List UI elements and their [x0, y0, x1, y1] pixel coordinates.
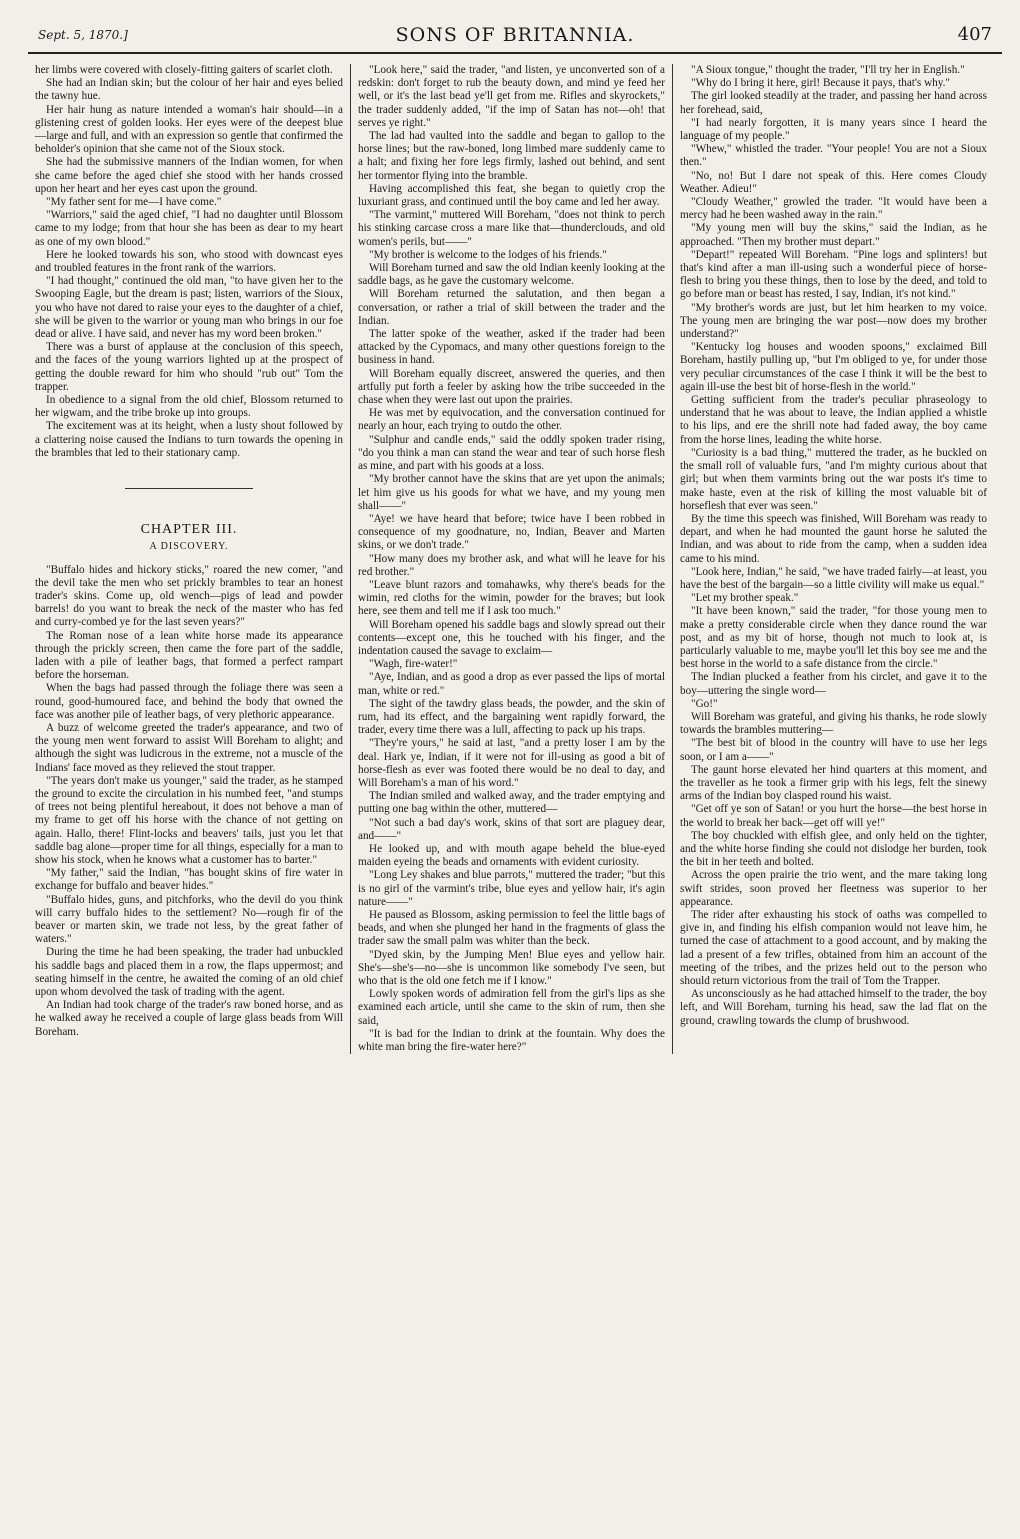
- paragraph: "Aye, Indian, and as good a drop as ever passed the lips of mortal man, white or red.": [358, 671, 665, 697]
- paragraph: When the bags had passed through the foliage there was seen a round, good-humoured face, and behind the body that owned the face was another pile of leather bags, of very plethoric appearance.: [35, 682, 343, 721]
- section-rule: [125, 488, 253, 489]
- paragraph: The lad had vaulted into the saddle and began to gallop to the horse lines; but the raw-boned, long limbed mare suddenly came to a halt; and fixing her fore legs firmly, lashed out behind, and sent her tormentor flying into the bramble.: [358, 130, 665, 182]
- paragraph: She had an Indian skin; but the colour of her hair and eyes belied the tawny hue.: [35, 77, 343, 103]
- paragraph: By the time this speech was finished, Will Boreham was ready to depart, and when he had mounted the gaunt horse he saluted the Indian, and was about to ride from the camp, when a sudden idea came to his mind.: [680, 512, 987, 565]
- paragraph: "The years don't make us younger," said the trader, as he stamped the ground to excite the circulation in his numbed feet, "and stumps of trees not being plentiful hereabout, it does not behove a man of my frame to get off his horse with the chance of not getting on again. Hallo, there! Flint-locks and beavers' tails, just you let that saddle bag alone—proper time for all things, especially for a man to show his stock, when he knows what a customer has to barter.": [35, 774, 343, 866]
- paragraph: "The varmint," muttered Will Boreham, "does not think to perch his stinking carcase cross a mare like that—thunderclouds, and old women's perils, but——": [358, 209, 665, 248]
- paragraph: "Depart!" repeated Will Boreham. "Pine logs and splinters! but that's kind after a man ill-using such a wonderful piece of horse-flesh to bring you these things, then to lose by the deed, and told to go before man or beast has rested, I say, Indian, it's not kind.": [680, 248, 987, 301]
- paragraph: The boy chuckled with elfish glee, and only held on the tighter, and the white horse finding she could not dislodge her burden, took the bit in her teeth and bolted.: [680, 829, 987, 869]
- paragraph: Will Boreham returned the salutation, and then began a conversation, or rather a trial of skill between the trader and the Indian.: [358, 288, 665, 327]
- publication-title: SONS OF BRITANNIA.: [395, 24, 635, 46]
- paragraph: An Indian had took charge of the trader's raw boned horse, and as he walked away he received a couple of large glass beads from Will Boreham.: [35, 999, 343, 1038]
- paragraph: "Cloudy Weather," growled the trader. "It would have been a mercy had he been washed away in the rain.": [680, 196, 987, 222]
- paragraph: her limbs were covered with closely-fitting gaiters of scarlet cloth.: [35, 64, 333, 76]
- column-1: [28, 64, 350, 1054]
- paragraph: Having accomplished this feat, she began to quietly crop the luxuriant grass, and continued until the boy came and led her away.: [358, 182, 665, 209]
- paragraph: "How many does my brother ask, and what will he leave for his red brother.": [358, 552, 665, 578]
- paragraph: The Indian smiled and walked away, and the trader emptying and putting one bag within the other, muttered—: [358, 790, 665, 816]
- paragraph: "Whew," whistled the trader. "Your people! You are not a Sioux then.": [680, 143, 987, 169]
- paragraph: He was met by equivocation, and the conversation continued for nearly an hour, each trying to outdo the other.: [358, 407, 665, 433]
- paragraph: "Look here, Indian," he said, "we have traded fairly—at least, you have the best of the bargain—so a little civility will make us equal.": [680, 565, 987, 591]
- paragraph: In obedience to a signal from the old chief, Blossom returned to her wigwam, and the tribe broke up into groups.: [35, 394, 343, 420]
- column-2-text: [358, 64, 665, 1054]
- paragraph: Will Boreham opened his saddle bags and slowly spread out their contents—except one, this he touched with his finger, and the indentation caused the savage to exclaim—: [358, 618, 665, 657]
- paragraph: "A Sioux tongue," thought the trader, "I'll try her in English.": [691, 64, 965, 76]
- paragraph: "My brother cannot have the skins that are yet upon the animals; let him give us his goods for what we have, and my young men shall——": [358, 473, 665, 512]
- paragraph: "Curiosity is a bad thing," muttered the trader, as he buckled on the small roll of valuable furs, "and I'm mighty curious about that girl; but when them varmints bring out the war posts it's time to make haste, even at the risk of killing the most valuable bit of horseflesh that ever was seen.": [680, 446, 987, 512]
- paragraph: "Look here," said the trader, "and listen, ye unconverted son of a redskin: don't forget to rub the beauty down, and mind ye feed her well, or it's the last bead ye'll get from me. Rifles and skyrockets," the trader suddenly added, "if the imp of Satan has not—oh! that serves ye right.": [358, 64, 665, 129]
- paragraph: She had the submissive manners of the Indian women, for when she came before the aged chief she stood with her hands crossed upon her heart and her eyes cast upon the ground.: [35, 156, 343, 195]
- column-1-chapter-text: [35, 564, 343, 1039]
- paragraph: "Buffalo hides and hickory sticks," roared the new comer, "and the devil take the men who set prickly brambles to tear an honest trader's skins. Come up, old wench—pigs of lead and powder barrels! do you want to break the neck of the master who has fed and curry-combed ye for the last seven years?": [35, 563, 343, 629]
- paragraph: "My father sent for me—I have come.": [46, 196, 222, 209]
- paragraph: The Roman nose of a lean white horse made its appearance through the prickly screen, then came the fore part of the saddle, laden with a pile of leather bags, that formed a perfect rampart before the horseman.: [35, 629, 343, 682]
- chapter-subheading: A DISCOVERY.: [149, 541, 229, 553]
- paragraph: "Leave blunt razors and tomahawks, why there's beads for the wimin, red cloths for the wimin, powder for the braves; but look here, see them and tell me if I ask too much.": [358, 578, 665, 618]
- paragraph: During the time he had been speaking, the trader had unbuckled his saddle bags and placed them in a row, the flaps uppermost; and seating himself in the centre, he awaited the coming of an old chief upon whom devolved the task of trading with the agent.: [35, 946, 343, 998]
- paragraph: The rider after exhausting his stock of oaths was compelled to give in, and finding his elfish companion would not leave him, he turned the case of attachment to a good account, and by making the lad a present of a few trifles, obtained from him an account of the meeting of the tribes, and the prizes held out to the person who should return victorious from the trail of Tom the Trapper.: [680, 909, 987, 988]
- paragraph: The sight of the tawdry glass beads, the powder, and the skin of rum, had its effect, and the bargaining went rapidly forward, the trader, every time there was a lull, affecting to pack up his traps.: [358, 697, 665, 737]
- paragraph: Her hair hung as nature intended a woman's hair should—in a glistening crest of golden looks. Her eyes were of the deepest blue—large and full, and with an expression so gentle that confirmed the beholder's opinion that she came not of the Sioux stock.: [35, 103, 343, 156]
- paragraph: "My father," said the Indian, "has bought skins of fire water in exchange for buffalo and beaver hides.": [35, 867, 343, 893]
- paragraph: "Not such a bad day's work, skins of that sort are plaguey dear, and——": [358, 816, 665, 842]
- paragraph: "Wagh, fire-water!": [369, 658, 458, 671]
- paragraph: Will Boreham was grateful, and giving his thanks, he rode slowly towards the brambles muttering—: [680, 710, 987, 737]
- paragraph: Getting sufficient from the trader's peculiar phraseology to understand that he was about to leave, the Indian applied a whistle to his lips, and ere the shrill note had faded away, the boy came from the horse lines, leading the white horse.: [680, 394, 987, 446]
- paragraph: Across the open prairie the trio went, and the mare taking long swift strides, soon proved her fleetness was superior to her appearance.: [680, 869, 987, 908]
- page-header: [28, 18, 1002, 54]
- paragraph: "Aye! we have heard that before; twice have I been robbed in consequence of my goodnature, no, Indian, Beaver and Marten skins, or we don't trade.": [358, 512, 665, 552]
- paragraph: A buzz of welcome greeted the trader's appearance, and two of the young men went forward to assist Will Boreham to alight; and although the sight was ludicrous in the extreme, not a muscle of the Indians' face moved as they relieved the stout trapper.: [35, 721, 343, 774]
- paragraph: "My brother's words are just, but let him hearken to my voice. The young men are bringing the war post—now does my brother understand?": [680, 301, 987, 341]
- issue-date: Sept. 5, 1870.]: [38, 28, 128, 42]
- paragraph: "Dyed skin, by the Jumping Men! Blue eyes and yellow hair. She's—she's—no—she is uncommon like somebody I've seen, but who that is the old one fetch me if I know.": [358, 948, 665, 988]
- paragraph: The Indian plucked a feather from his circlet, and gave it to the boy—uttering the single word—: [680, 671, 987, 697]
- paragraph: "Let my brother speak.": [691, 592, 799, 605]
- chapter-heading: CHAPTER III.: [140, 522, 238, 538]
- column-2: [350, 64, 672, 1054]
- paragraph: "Sulphur and candle ends," said the oddly spoken trader rising, "do you think a man can stand the wear and tear of such horse flesh as mine, and part with his goods at a loss.: [358, 433, 665, 473]
- paragraph: "I had nearly forgotten, it is many years since I heard the language of my people.": [680, 116, 987, 143]
- paragraph: "They're yours," he said at last, "and a pretty loser I am by the deal. Hark ye, Indian, if it were not for ill-using as good a bit of horse-flesh as ever was footed there would be no deal to day, and Will Boreham's a man of his word.": [358, 737, 665, 789]
- paragraph: "No, no! But I dare not speak of this. Here comes Cloudy Weather. Adieu!": [680, 169, 987, 195]
- paragraph: There was a burst of applause at the conclusion of this speech, and the faces of the young warriors lighted up at the prospect of getting the double reward for him who should "rub out" Tom the trapper.: [35, 341, 343, 393]
- paragraph: He paused as Blossom, asking permission to feel the little bags of beads, and when she plunged her hand in the fragments of glass the trader saw the small palm was whiter than the beck.: [358, 909, 665, 948]
- paragraph: "Why do I bring it here, girl! Because it pays, that's why.": [691, 77, 950, 90]
- paragraph: "It have been known," said the trader, "for those young men to make a pretty considerable circle when they dance round the war post, and as my bit of horse, though not much to look at, is particularly valuable to me, maybe you'll let this boy see me and the best horse in the world to a safe distance from the circle.": [680, 605, 987, 671]
- paragraph: "I had thought," continued the old man, "to have given her to the Swooping Eagle, but the dream is past; listen, warriors of the Sioux, you who have not dared to raise your eyes to the daughter of a chief, she will be given to the warrior or young man who brings in our foe dead or alive. I have said, and never has my word been broken.": [35, 275, 343, 341]
- paragraph: "Kentucky log houses and wooden spoons," exclaimed Bill Boreham, hastily pulling up, "but I'm obliged to ye, for under those very peculiar circumstances of the case I think it will be the best to again ill-use the best bit of horse-flesh in the world.": [680, 341, 987, 393]
- paragraph: "My young men will buy the skins," said the Indian, as he approached. "Then my brother must depart.": [680, 222, 987, 248]
- page-number: 407: [957, 24, 992, 45]
- column-1-text: [35, 64, 343, 460]
- paragraph: "Get off ye son of Satan! or you hurt the horse—the best horse in the world to break her back—get off will ye!": [680, 803, 987, 829]
- paragraph: "Buffalo hides, guns, and pitchforks, who the devil do you think will carry buffalo hides to the settlement? No—rough fir of the beaver or marten skin, we trade not less, by the great father of waters.": [35, 893, 343, 946]
- paragraph: The latter spoke of the weather, asked if the trader had been attacked by the Cypomacs, and many other questions foreign to the business in hand.: [358, 328, 665, 367]
- paragraph: The excitement was at its height, when a lusty shout followed by a clattering noise caused the Indians to turn towards the opening in the brambles that led to their stationary camp.: [35, 420, 343, 459]
- column-3-text: [680, 64, 987, 1028]
- paragraph: "The best bit of blood in the country will have to use her legs soon, or I am a——": [680, 737, 987, 763]
- paragraph: Here he looked towards his son, who stood with downcast eyes and troubled features in the front rank of the warriors.: [35, 248, 343, 275]
- paragraph: "Long Ley shakes and blue parrots," muttered the trader; "but this is no girl of the varmint's tribe, blue eyes and yellow hair, it's agin nature——": [358, 869, 665, 908]
- paragraph: "My brother is welcome to the lodges of his friends.": [369, 248, 607, 261]
- column-3: [672, 64, 994, 1054]
- paragraph: The gaunt horse elevated her hind quarters at this moment, and the traveller as he took a firmer grip with his legs, felt the sinewy arms of the Indian boy clasped round his waist.: [680, 763, 987, 803]
- paragraph: As unconsciously as he had attached himself to the trader, the boy left, and Will Boreham, turning his head, saw the lad flat on the ground, crawling towards the clump of brushwood.: [680, 988, 987, 1027]
- paragraph: Will Boreham equally discreet, answered the queries, and then artfully put forth a feeler by asking how the tribe succeeded in the chase when they were last out upon the prairies.: [358, 367, 665, 407]
- paragraph: The girl looked steadily at the trader, and passing her hand across her forehead, said,: [680, 90, 987, 116]
- text-columns: [28, 64, 1002, 1054]
- paragraph: "It is bad for the Indian to drink at the fountain. Why does the white man bring the fire-water here?": [358, 1027, 665, 1054]
- paragraph: He looked up, and with mouth agape beheld the blue-eyed maiden eyeing the beads and ornaments with evident curiosity.: [358, 842, 665, 869]
- paragraph: "Go!": [691, 697, 718, 710]
- paragraph: "Warriors," said the aged chief, "I had no daughter until Blossom came to my lodge; from that hour she has been as dear to my heart as one of my own blood.": [35, 209, 343, 248]
- paragraph: Will Boreham turned and saw the old Indian keenly looking at the saddle bags, as he gave the customary welcome.: [358, 262, 665, 288]
- paragraph: Lowly spoken words of admiration fell from the girl's lips as she examined each article, until she came to the skin of rum, then she said,: [358, 988, 665, 1027]
